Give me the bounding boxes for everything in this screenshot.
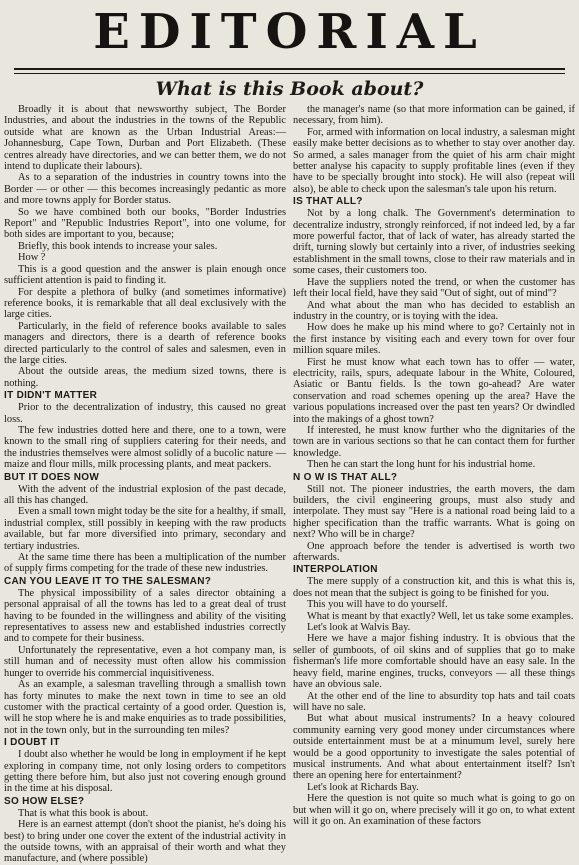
- left-column: [4, 104, 286, 865]
- masthead-rule: [14, 68, 565, 70]
- paragraph: the manager's name (so that more information can be gained, if necessary, from him).: [293, 104, 575, 127]
- paragraph: First he must know what each town has to offer — water, electricity, rails, spurs, adequate labour in the White, Coloured, Asiatic or Bantu fields. Is the town go-ahead? Are water conservation and road schemes opening up the area? Have the various populations increased over the past ten years? Or dwindled into the makings of a ghost town?: [293, 356, 575, 425]
- paragraph: What is meant by that exactly? Well, let us take some examples.: [307, 610, 574, 622]
- paragraph: And what about the man who has decided to establish an industry in the country, or is toying with the idea.: [293, 299, 575, 322]
- paragraph: Let's look at Richards Bay.: [307, 781, 419, 793]
- right-column: [293, 104, 575, 827]
- paragraph: If interested, he must know further who the dignitaries of the town are in various sections so that he can contact them for further knowledge.: [293, 424, 575, 459]
- paragraph: Unfortunately the representative, even a hot company man, is still human and of necessity must often allow his commission hunger to override his commercial inquisitiveness.: [4, 644, 286, 679]
- paragraph: As to a separation of the industries in country towns into the Border — or other — this becomes increasingly pedantic as more and more towns apply for Border status.: [4, 172, 286, 207]
- paragraph: How ?: [18, 252, 46, 264]
- article-title: What is this Book about?: [155, 78, 424, 100]
- section-heading: IS THAT ALL?: [293, 196, 363, 208]
- section-heading: INTERPOLATION: [293, 564, 378, 576]
- paragraph: Then he can start the long hunt for his industrial home.: [307, 459, 536, 471]
- paragraph: Particularly, in the field of reference books available to sales managers and directors, there is a dearth of reference books directed particularly to the control of sales and salesmen, even in the large cities.: [4, 320, 286, 366]
- paragraph: Even a small town might today be the site for a healthy, if small, industrial complex, still possibly in keeping with the raw products available, but far more diversified into primary, secondary and tertiary industries.: [4, 506, 286, 552]
- paragraph: Still not. The pioneer industries, the earth movers, the dam builders, the civil engineering groups, must also study and interpolate. They must say "Here is a national road being laid to a higher specification than the traffic warrants. What is going on next? Who will be in charge?: [293, 483, 575, 541]
- paragraph: For, armed with information on local industry, a salesman might easily make better decisions as to whether to stay over another day. So armed, a sales manager from the quiet of his arm chair might better analyse his capacity to supply profitable lines (even if they have to be specially brought into stock). He will also (repeat will also), be able to check upon the salesman's tale upon his return.: [293, 126, 575, 195]
- paragraph: That is what this book is about.: [18, 807, 149, 819]
- paragraph: At the other end of the line to absurdity top hats and tail coats will have no sale.: [293, 690, 575, 713]
- paragraph: At the same time there has been a multiplication of the number of supply firms competing for the trade of these new industries.: [4, 552, 286, 575]
- paragraph: The mere supply of a construction kit, and this is what this is, does not mean that the subject is going to be finished for you.: [293, 576, 575, 599]
- paragraph: As an example, a salesman travelling through a smallish town has forty minutes to make the next town in time to see an old customer with the practical certainty of a good order. Question is, will he stop where he is and make enquiries as to trade possibilities, not in the town only, but in the surrounding ten miles?: [4, 679, 286, 736]
- section-heading: IT DIDN'T MATTER: [4, 390, 98, 402]
- article-body: [4, 104, 575, 865]
- paragraph: Here is an earnest attempt (don't shoot the pianist, he's doing his best) to bring under one cover the extent of the industrial activity in the outside towns, with an appraisal of their worth and what they manufacture, and (where possible): [4, 819, 286, 865]
- paragraph: This is a good question and the answer is plain enough once sufficient attention is paid to finding it.: [4, 263, 286, 287]
- paragraph: About the outside areas, the medium sized towns, there is nothing.: [4, 366, 286, 389]
- paragraph: This you will have to do yourself.: [307, 599, 448, 611]
- section-heading: I DOUBT IT: [4, 737, 60, 749]
- section-heading: N O W IS THAT ALL?: [293, 471, 398, 483]
- paragraph: So we have combined both our books, "Border Industries Report" and "Republic Industries Report", into one volume, for both sides are important to you, because;: [4, 206, 286, 241]
- paragraph: Let's look at Walvis Bay.: [307, 622, 411, 634]
- paragraph: Broadly it is about that newsworthy subject, The Border Industries, and about the industries in the towns of the Republic outside what are known as the Urban Industrial Areas:— Johannesburg, Cape Town, Durban and Port Elizabeth. (These centres already have directories, and we can better them, we do not intend to duplicate their labours).: [4, 104, 286, 173]
- paragraph: How does he make up his mind where to go? Certainly not in the first instance by visiting each and every town for over four million square miles.: [293, 322, 575, 357]
- section-heading: BUT IT DOES NOW: [4, 471, 100, 483]
- paragraph: One approach before the tender is advertised is worth two afterwards.: [293, 540, 575, 564]
- section-heading: SO HOW ELSE?: [4, 795, 85, 807]
- paragraph: Here we have a major fishing industry. It is obvious that the seller of gumboots, of oil skins and of supplies that go to make fisherman's life more comfortable should have an easy sale. In the heavy field, marine engines, trucks, conveyors — all these things have an obvious sale.: [293, 633, 575, 691]
- masthead-rule-thin: [14, 73, 565, 74]
- paragraph: With the advent of the industrial explosion of the past decade, all this has changed.: [4, 483, 286, 506]
- section-heading: CAN YOU LEAVE IT TO THE SALESMAN?: [4, 575, 212, 587]
- paragraph: Have the suppliers noted the trend, or when the customer has left their local field, have they said "Out of sight, out of mind"?: [293, 276, 575, 300]
- paragraph: I doubt also whether he would be long in employment if he kept exploring in company time, not only losing orders to competitors getting there before him, but also just not covering enough ground in the time at his disposal.: [4, 749, 286, 795]
- paragraph: Briefly, this book intends to increase your sales.: [18, 240, 218, 252]
- paragraph: The physical impossibility of a sales director obtaining a personal appraisal of all the towns has led to a great deal of trust having to be founded in the willingness and ability of the visiting representatives to assess new and established industries correctly and to compete for their business.: [4, 587, 286, 645]
- paragraph: The few industries dotted here and there, one to a town, were known to the small ring of suppliers catering for their needs, and the industries themselves were almost solidly of a bucolic nature — maize and flour mills, milk processing plants, and meat packers.: [4, 424, 286, 471]
- paragraph: Prior to the decentralization of industry, this caused no great loss.: [4, 402, 286, 425]
- editorial-page: [0, 4, 579, 865]
- paragraph: Here the question is not quite so much what is going to go on but when will it go on, where precisely will it go on, to what extent will it go on. An examination of these factors: [293, 793, 575, 827]
- paragraph: But what about musical instruments? In a heavy coloured community earning very good money under circumstances where outside entertainment must be at a minumum level, surely here would be a good opportunity to investigate the sales potential of musical instruments. And what about entertainment itself? Isn't there an opening here for entertainment?: [293, 713, 575, 782]
- masthead-title: EDITORIAL: [93, 4, 486, 60]
- paragraph: For despite a plethora of bulky (and sometimes informative) reference books, it is remarkable that all deal exclusively with the large cities.: [4, 286, 286, 321]
- paragraph: Not by a long chalk. The Government's determination to decentralize industry, strongly reinforced, if not indeed led, by a far more powerful factor, that of lack of water, has already started the drift, turning slowly but certainly into a river, of industries seeking establishment in the small towns, close to their raw materials and in some cases, their customers too.: [293, 208, 575, 277]
